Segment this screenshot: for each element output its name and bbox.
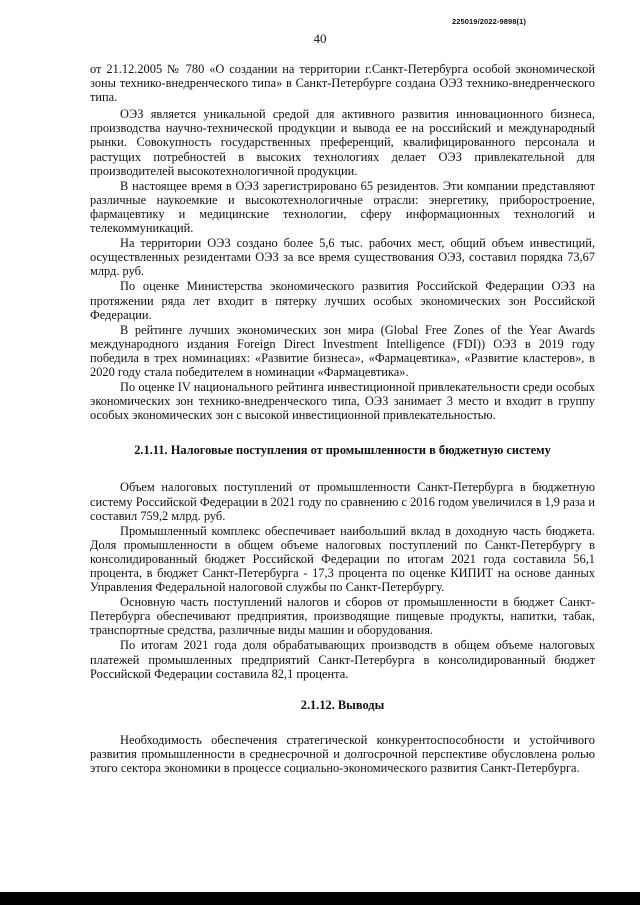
page-body [90, 62, 595, 775]
paragraph-sez-global-awards: В рейтинге лучших экономических зон мира (Global Free Zones of the Year Awards международного издания Foreign Direct Investment Intelligence (FDI)) ОЭЗ в 2019 году победила в трех номинациях: «Развитие бизнеса», «Фармацевтика», «Развитие кластеров», в 2020 году стала победителем в номинации «Фармацевтика». [90, 322, 595, 379]
page-number: 40 [313, 31, 327, 46]
paragraph-sez-national-rating: По оценке IV национального рейтинга инвестиционной привлекательности среди особых экономических зон технико-внедренческого типа, ОЭЗ занимает 3 место и входит в группу особых экономических зон с высокой инвестиционной привлекательностью. [90, 380, 595, 423]
scan-bottom-border [0, 892, 640, 905]
paragraph-tax-revenue-volume: Объем налоговых поступлений от промышленности Санкт-Петербурга в бюджетную систему Российской Федерации в 2021 году по сравнению с 2016 годом увеличился в 1,9 раза и составил 759,2 млрд. руб. [90, 480, 595, 523]
section-heading-conclusions: 2.1.12. Выводы [300, 697, 385, 712]
paragraph-sez-jobs-investment: На территории ОЭЗ создано более 5,6 тыс. рабочих мест, общий объем инвестиций, осуществленных резидентами ОЭЗ за все время существования ОЭЗ, составил порядка 73,67 млрд. руб. [90, 236, 595, 279]
paragraph-conclusions: Необходимость обеспечения стратегической конкурентоспособности и устойчивого развития промышленности в среднесрочной и долгосрочной перспективе обусловлена ролью этого сектора экономики в процессе социально-экономического развития Санкт-Петербурга. [90, 732, 595, 776]
paragraph-sez-environment: ОЭЗ является уникальной средой для активного развития инновационного бизнеса, производства научно-технической продукции и вывода ее на российский и международный рынки. Совокупность государственных преференций, квалифицированного персонала и растущих потребностей в высоких технологиях делает ОЭЗ привлекательной для производителей высокотехнологичной продукции. [90, 107, 595, 178]
paragraph-industry-budget-share: Промышленный комплекс обеспечивает наибольший вклад в доходную часть бюджета. Доля промышленности в общем объеме налоговых поступлений по Санкт-Петербургу в консолидированный бюджет Российской Федерации по итогам 2021 года составила 56,1 процента, в бюджет Санкт-Петербурга - 17,3 процента по оценке КИПИТ на основе данных Управления Федеральной налоговой службы по Санкт-Петербургу. [90, 523, 595, 595]
paragraph-sez-ministry-rating: По оценке Министерства экономического развития Российской Федерации ОЭЗ на протяжении ряда лет входит в пятерку лучших особых экономических зон Российской Федерации. [90, 279, 595, 322]
paragraph-sez-decree: от 21.12.2005 № 780 «О создании на территории г.Санкт-Петербурга особой экономической зоны технико-внедренческого типа» в Санкт-Петербурге создана ОЭЗ технико-внедренческого типа. [90, 62, 595, 105]
paragraph-manufacturing-tax-share: По итогам 2021 года доля обрабатывающих производств в общем объеме налоговых платежей промышленных предприятий Санкт-Петербурга в консолидированный бюджет Российской Федерации составила 82,1 процента. [90, 638, 595, 681]
paragraph-main-taxpayers: Основную часть поступлений налогов и сборов от промышленности в бюджет Санкт-Петербурга обеспечивают предприятия, производящие пищевые продукты, напитки, табак, транспортные средства, различные виды машин и оборудования. [90, 595, 595, 638]
paragraph-sez-residents: В настоящее время в ОЭЗ зарегистрировано 65 резидентов. Эти компании представляют различные наукоемкие и высокотехнологичные отрасли: энергетику, приборостроение, фармацевтику и медицинские технологии, сферу информационных технологий и телекоммуникаций. [90, 178, 595, 236]
document-registration-number: 225019/2022-9898(1) [451, 17, 526, 26]
section-heading-tax-revenue: 2.1.11. Налоговые поступления от промышленности в бюджетную систему [134, 443, 551, 458]
